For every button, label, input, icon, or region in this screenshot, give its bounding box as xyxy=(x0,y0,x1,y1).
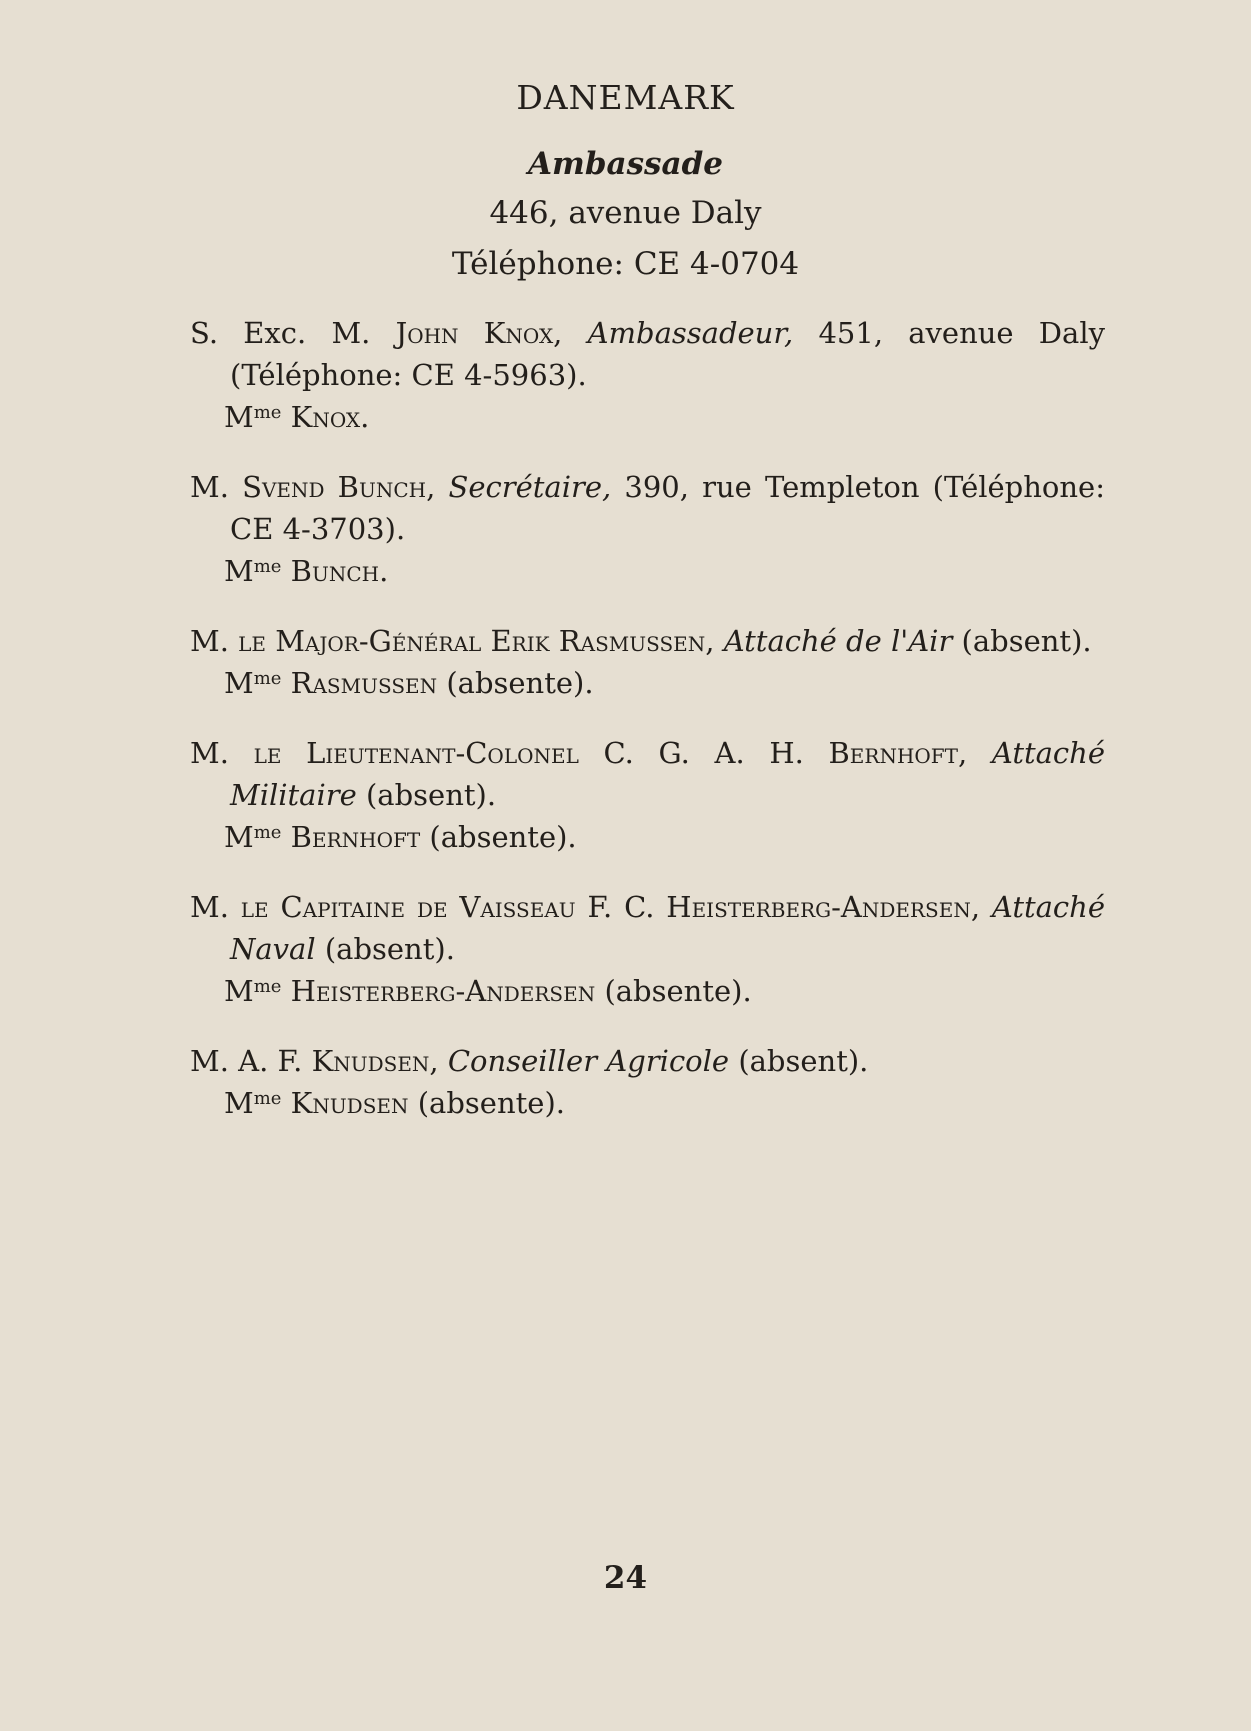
spouse-status: (absente). xyxy=(429,820,577,854)
entry-name: Knudsen, xyxy=(311,1044,439,1078)
entry-name: le Capitaine de Vaisseau F. C. Heisterberg-Andersen, xyxy=(240,890,981,924)
entry-name: Svend Bunch, xyxy=(242,470,436,504)
spouse-name: Heisterberg-Andersen xyxy=(290,974,596,1008)
entry-spouse-line xyxy=(190,1082,1105,1124)
entry-spouse-line xyxy=(190,662,1105,704)
section-heading: Ambassade xyxy=(527,146,723,182)
personnel-list xyxy=(190,312,1105,1152)
spouse-prefix: M xyxy=(224,666,254,700)
spouse-prefix-sup: me xyxy=(253,556,282,577)
entry-prefix: M. xyxy=(190,736,229,770)
entry-main-line xyxy=(190,312,1105,396)
personnel-entry xyxy=(190,732,1105,858)
entry-prefix: M. xyxy=(190,470,229,504)
spouse-name: Bunch. xyxy=(290,554,389,588)
entry-prefix: M. A. F. xyxy=(190,1044,303,1078)
spouse-status: (absente). xyxy=(446,666,594,700)
spouse-prefix-sup: me xyxy=(253,976,282,997)
spouse-name: Knox. xyxy=(290,400,370,434)
entry-title: Attaché Naval xyxy=(230,890,1106,966)
entry-details: (absent). xyxy=(324,932,455,966)
entry-spouse-line xyxy=(190,816,1105,858)
entry-main-line xyxy=(190,620,1105,662)
embassy-telephone: Téléphone: CE 4-0704 xyxy=(451,246,800,282)
entry-title: Conseiller Agricole xyxy=(447,1044,730,1078)
spouse-prefix: M xyxy=(224,974,254,1008)
entry-title: Ambassadeur, xyxy=(587,316,794,350)
country-heading: DANEMARK xyxy=(516,78,735,117)
spouse-status: (absente). xyxy=(417,1086,565,1120)
spouse-name: Knudsen xyxy=(290,1086,409,1120)
entry-details: (absent). xyxy=(738,1044,869,1078)
personnel-entry xyxy=(190,1040,1105,1124)
entry-spouse-line xyxy=(190,550,1105,592)
entry-details: (absent). xyxy=(365,778,497,812)
spouse-prefix: M xyxy=(224,400,254,434)
spouse-prefix-sup: me xyxy=(253,822,282,843)
spouse-prefix: M xyxy=(224,554,254,588)
spouse-prefix-sup: me xyxy=(253,1088,282,1109)
entry-details: 451, avenue Daly (Téléphone: CE 4-5963). xyxy=(230,316,1105,392)
personnel-entry xyxy=(190,466,1105,592)
spouse-prefix: M xyxy=(224,1086,254,1120)
spouse-name: Rasmussen xyxy=(290,666,438,700)
personnel-entry xyxy=(190,312,1105,438)
spouse-name: Bernhoft xyxy=(290,820,421,854)
spouse-prefix-sup: me xyxy=(253,402,282,423)
entry-name: John Knox, xyxy=(395,316,563,350)
entry-details: (absent). xyxy=(961,624,1092,658)
personnel-entry xyxy=(190,886,1105,1012)
entry-name: le Major-Général Erik Rasmussen, xyxy=(238,624,715,658)
entry-main-line xyxy=(190,732,1105,816)
entry-prefix: M. xyxy=(190,890,229,924)
entry-main-line xyxy=(190,886,1105,970)
spouse-prefix: M xyxy=(224,820,254,854)
entry-spouse-line xyxy=(190,396,1105,438)
embassy-address: 446, avenue Daly xyxy=(489,195,762,231)
page-number: 24 xyxy=(603,1560,648,1596)
entry-details: 390, rue Templeton (Téléphone: CE 4-3703). xyxy=(230,470,1105,546)
entry-name: le Lieutenant-Colonel C. G. A. H. Bernhoft, xyxy=(253,736,968,770)
entry-title: Attaché de l'Air xyxy=(723,624,953,658)
entry-title: Attaché Militaire xyxy=(230,736,1106,812)
entry-main-line xyxy=(190,466,1105,550)
entry-title: Secrétaire, xyxy=(448,470,612,504)
entry-spouse-line xyxy=(190,970,1105,1012)
spouse-prefix-sup: me xyxy=(253,668,282,689)
entry-prefix: S. Exc. M. xyxy=(190,316,371,350)
personnel-entry xyxy=(190,620,1105,704)
spouse-status: (absente). xyxy=(604,974,752,1008)
entry-prefix: M. xyxy=(190,624,229,658)
entry-main-line xyxy=(190,1040,1105,1082)
